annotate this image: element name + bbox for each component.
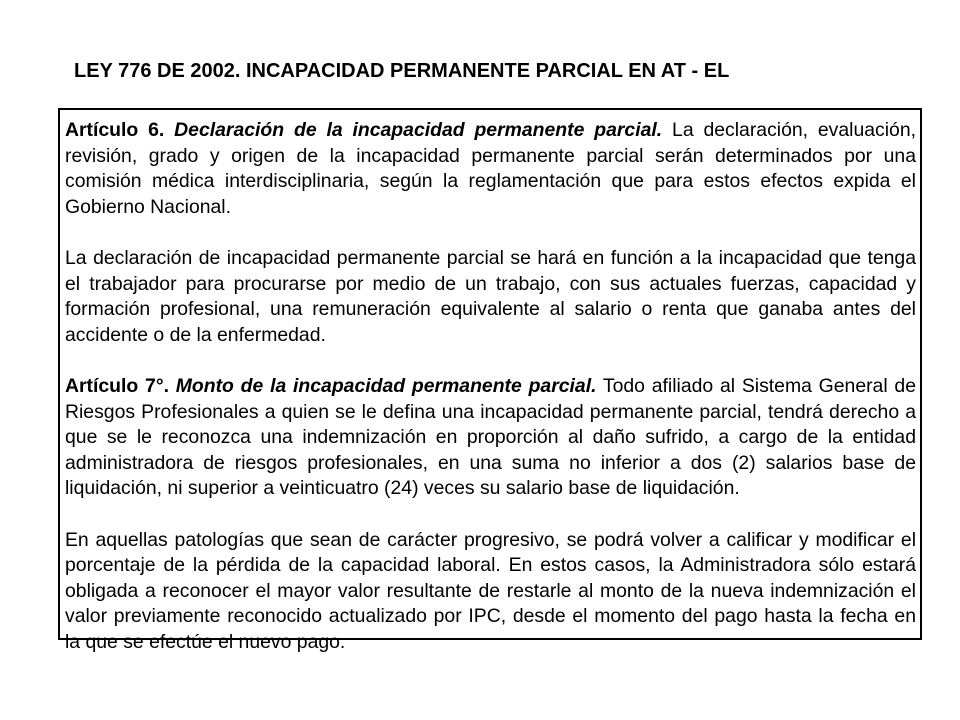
page-title: LEY 776 DE 2002. INCAPACIDAD PERMANENTE PARCIAL EN AT - EL: [74, 60, 730, 82]
article-6-heading: Declaración de la incapacidad permanente parcial.: [174, 119, 663, 141]
article-7-text: Todo afiliado al Sistema General de Riesgos Profesionales a quien se le defina una incapacidad permanente parcial, tendrá derecho a que se le reconozca una indemnización en proporción al daño sufrido, a cargo de la entidad administradora de riesgos profesionales, en una suma no inferior a dos (2) salarios base de liquidación, ni superior a veinticuatro (24) veces su salario base de liquidación.: [65, 374, 916, 500]
article-7-heading: Monto de la incapacidad permanente parcial.: [175, 374, 597, 397]
law-text-box: [58, 108, 922, 653]
article-7-label: Artículo 7°.: [65, 374, 169, 397]
article-7-second-text: En aquellas patologías que sean de carácter progresivo, se podrá volver a calificar y modificar el porcentaje de la pérdida de la capacidad laboral. En estos casos, la Administradora sólo estará obligada a reconocer el mayor valor resultante de restarle al monto de la nueva indemnización el valor previamente reconocido actualizado por IPC, desde el momento del pago hasta la fecha en la que se efectúe el nuevo pago.: [65, 528, 916, 653]
article-7-paragraph: [65, 374, 916, 502]
article-6-text: La declaración, evaluación, revisión, grado y origen de la incapacidad permanente parcial serán determinados por una comisión médica interdisciplinaria, según la reglamentación que para estos efectos expida el Gobierno Nacional.: [65, 119, 916, 218]
article-6-paragraph: [65, 118, 916, 220]
article-6-second-paragraph: [65, 246, 916, 348]
article-6-label: Artículo 6.: [65, 119, 165, 141]
article-6-second-text: La declaración de incapacidad permanente parcial se hará en función a la incapacidad que tenga el trabajador para procurarse por medio de un trabajo, con sus actuales fuerzas, capacidad y formación profesional, una remuneración equivalente al salario o renta que ganaba antes del accidente o de la enfermedad.: [65, 246, 916, 346]
article-7-second-paragraph: [65, 528, 916, 656]
